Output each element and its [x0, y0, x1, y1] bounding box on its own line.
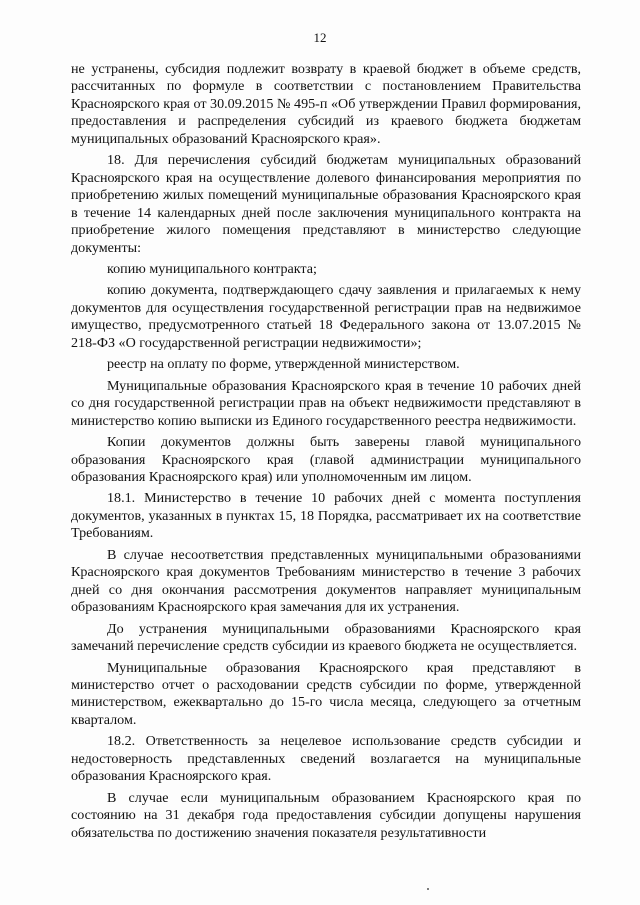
paragraph: копию муниципального контракта; — [107, 260, 317, 277]
paragraph: Муниципальные образования Красноярского края представляют в министерство отчет о расходовании средств субсидии по форме, утвержденной министерством, ежеквартально до 15-го числа месяца, следующего за отчетным кварталом. — [71, 659, 581, 728]
paragraph: До устранения муниципальными образованиями Красноярского края замечаний перечисление средств субсидии из краевого бюджета не осуществляется. — [71, 620, 581, 655]
paragraph: Муниципальные образования Красноярского края в течение 10 рабочих дней со дня государственной регистрации прав на объект недвижимости представляют в министерство копию выписки из Единого государственного реестра недвижимости. — [71, 377, 581, 429]
paragraph: 18.1. Министерство в течение 10 рабочих дней с момента поступления документов, указанных в пунктах 15, 18 Порядка, рассматривает их на соответствие Требованиям. — [71, 490, 581, 542]
paragraph: Копии документов должны быть заверены главой муниципального образования Красноярского края (главой администрации муниципального образования Красноярского края) или уполномоченным им лицом. — [71, 434, 581, 485]
paragraph: не устранены, субсидия подлежит возврату в краевой бюджет в объеме средств, рассчитанных по формуле в соответствии с постановлением Правительства Красноярского края от 30.09.2015 № 495-п «Об утверждении Правил формирования, предоставления и распределения субсидий из краевого бюджета бюджетам муниципальных образований Красноярского края». — [71, 61, 581, 147]
paragraph: 18. Для перечисления субсидий бюджетам муниципальных образований Красноярского края на осуществление долевого финансирования мероприятия по приобретению жилых помещений муниципальные образования Красноярского края в течение 14 календарных дней после заключения муниципального контракта на приобретение жилого помещения представляют в министерство следующие документы: — [71, 152, 581, 256]
document-body — [71, 61, 581, 842]
paragraph: В случае если муниципальным образованием Красноярского края по состоянию на 31 декабря года предоставления субсидии допущены нарушения обязательства по достижению значения показателя результативности — [71, 789, 581, 841]
paragraph: реестр на оплату по форме, утвержденной министерством. — [107, 356, 460, 373]
page-number: 12 — [313, 30, 327, 45]
scan-artifact — [427, 888, 429, 890]
paragraph: В случае несоответствия представленных муниципальными образованиями Красноярского края документов Требованиям министерство в течение 3 рабочих дней со дня окончания рассмотрения документов направляет муниципальным образованиям Красноярского края замечания для их устранения. — [71, 546, 581, 616]
paragraph: 18.2. Ответственность за нецелевое использование средств субсидии и недостоверность представленных сведений возлагается на муниципальные образования Красноярского края. — [71, 733, 581, 785]
paragraph: копию документа, подтверждающего сдачу заявления и прилагаемых к нему документов для осуществления государственной регистрации прав на недвижимое имущество, предусмотренного статьей 18 Федерального закона от 13.07.2015 № 218-ФЗ «О государственной регистрации недвижимости»; — [71, 282, 581, 351]
